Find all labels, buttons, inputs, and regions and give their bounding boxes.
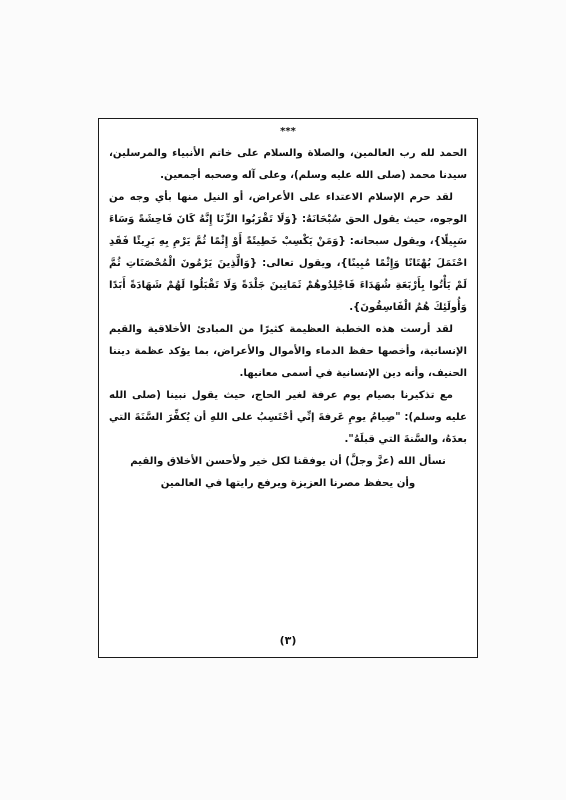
page-frame <box>98 118 478 658</box>
paragraph-honor: لقد حرم الإسلام الاعتداء على الأعراض، أو النيل منها بأي وجه من الوجوه، حيث يقول الحق سُبْحَانَهُ: {وَلَا تَقْرَبُوا الزِّنَا إِنَّهُ كَانَ فَاحِشَةً وَسَاءَ سَبِيلًا}، ويقول سبحانه: {وَمَنْ يَكْسِبْ خَطِيئَةً أَوْ إِثْمًا ثُمَّ يَرْمِ بِهِ بَرِيئًا فَقَدِ احْتَمَلَ بُهْتَانًا وَإِثْمًا مُبِينًا}، ويقول تعالى: {وَالَّذِينَ يَرْمُونَ الْمُحْصَنَاتِ ثُمَّ لَمْ يَأْتُوا بِأَرْبَعَةِ شُهَدَاءَ فَاجْلِدُوهُمْ ثَمَانِينَ جَلْدَةً وَلَا تَقْبَلُوا لَهُمْ شَهَادَةً أَبَدًا وَأُولَئِكَ هُمُ الْفَاسِقُونَ}. <box>109 192 467 313</box>
section-separator: *** <box>280 126 296 137</box>
closing-line-1: نسأل الله (عزَّ وجلَّ) أن يوفقنا لكل خير ولأحسن الأخلاق والقيم <box>130 456 446 467</box>
closing-line-2: وأن يحفظ مصرنا العزيزة ويرفع رايتها في العالمين <box>160 478 416 489</box>
paragraph-arafa: مع تذكيرنا بصيام يوم عرفة لغير الحاج، حيث يقول نبينا (صلى الله عليه وسلم): "صِيامُ يومِ عَرفةَ إنِّي أحْتَسِبُ على اللهِ أن يُكفِّرَ السَّنَةَ التي بعدَهُ، والسَّنةَ التي قبلَهُ". <box>109 390 467 445</box>
paragraph-opening: الحمد لله رب العالمين، والصلاة والسلام على خاتم الأنبياء والمرسلين، سيدنا محمد (صلى الله عليه وسلم)، وعلى آله وصحبه أجمعين. <box>109 148 467 181</box>
page-number: (٣) <box>279 634 297 647</box>
paragraph-principles: لقد أرست هذه الخطبة العظيمة كثيرًا من المبادئ الأخلاقية والقيم الإنسانية، وأخصها حفظ الدماء والأموال والأعراض، بما يؤكد عظمة ديننا الحنيف، وأنه دين الإنسانية في أسمى معانيها. <box>109 324 467 379</box>
document-body <box>109 125 467 495</box>
